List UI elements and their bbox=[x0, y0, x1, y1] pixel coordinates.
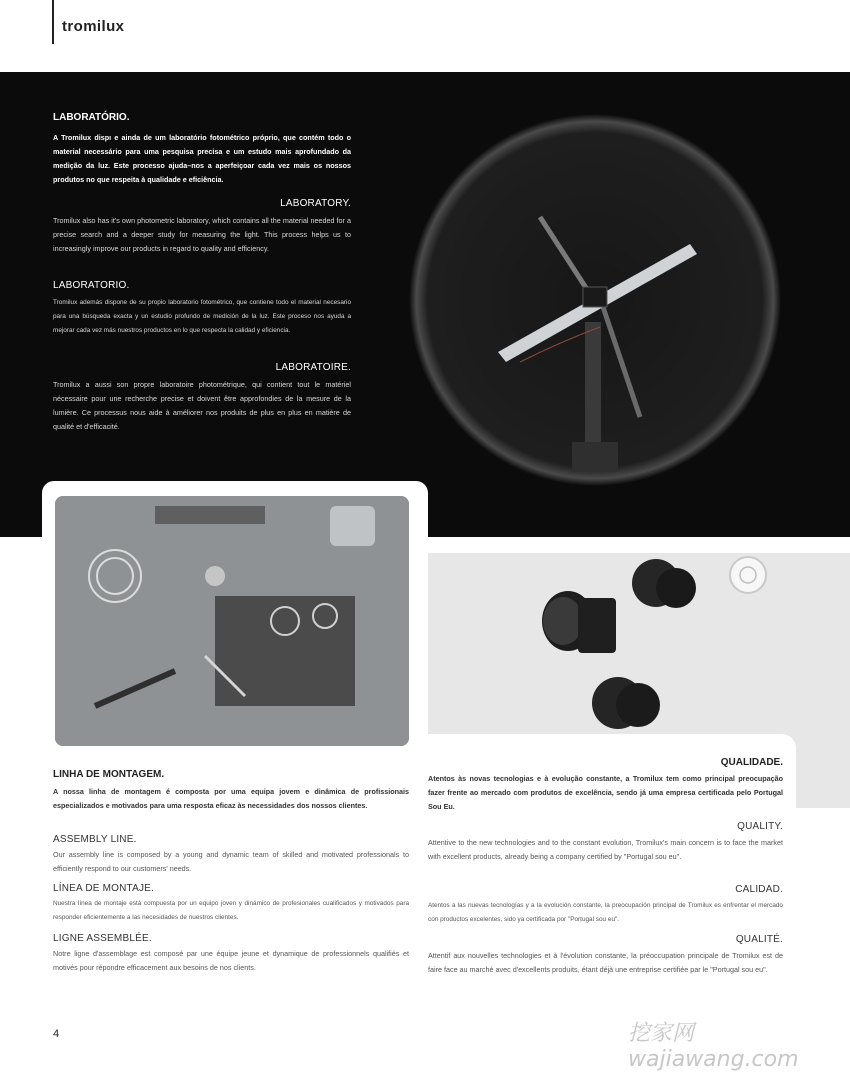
assembly-line-image bbox=[55, 496, 409, 746]
assembly-fr-text: Notre ligne d'assemblage est composé par une équipe jeune et dynamique de professionnels qualifiés et motivés pour répondre efficacement aux besoins de nos clients. bbox=[53, 949, 409, 972]
quality-fr-text: Attentif aux nouvelles technologies et à l'évolution constante, la préoccupation principale de Tromilux est de faire face au marché avec d'excellents produits, étant déjà une entreprise certifiée par le "Portugal sou eu". bbox=[428, 951, 783, 974]
lab-pt-title: LABORATÓRIO. bbox=[53, 112, 130, 123]
assembly-fr-title: LIGNE ASSEMBLÉE. bbox=[53, 933, 152, 944]
brand-rule bbox=[52, 0, 54, 44]
quality-es-title: CALIDAD. bbox=[735, 884, 783, 895]
assembly-en-text: Our assembly line is composed by a young and dynamic team of skilled and motivated professionals to efficiently respond to our customers' needs. bbox=[53, 850, 409, 873]
assembly-pt-text: A nossa linha de montagem é composta por uma equipa jovem e dinâmica de profissionais especializados e motivados para uma resposta eficaz às necessidades dos nossos clientes. bbox=[53, 787, 409, 810]
quality-pt-text: Atentos às novas tecnologias e à evolução constante, a Tromilux tem como principal preocupação fazer frente ao mercado com produtos de excelência, sendo já uma empresa certificada pelo Portugal Sou Eu. bbox=[428, 774, 783, 811]
lab-es-title: LABORATORIO. bbox=[53, 280, 130, 291]
assembly-es-title: LÍNEA DE MONTAJE. bbox=[53, 883, 155, 894]
lab-pt-text: A Tromilux dispı e ainda de um laboratório fotométrico próprio, que contém todo o material necessário para uma pesquisa precisa e um estudo mais aprofundado da medição da luz. Este processo ajuda–nos a aperfeiçoar cada vez mais os nossos produtos no que respeita à qualidade e eficiência. bbox=[53, 133, 351, 184]
quality-es-text: Atentos a las nuevas tecnologías y a la evolución constante, la preocupación principal de Tromilux es enfrentar el mercado con productos excelentes, sido ya certificada por "Portugal sou eu". bbox=[428, 902, 783, 923]
watermark: 挖家网 wajiawang.com bbox=[628, 1021, 799, 1072]
quality-pt-title: QUALIDADE. bbox=[720, 757, 783, 768]
assembly-es-text: Nuestra línea de montaje está compuesta por un equipo joven y dinámico de profesionales cualificados y motivados para responder eficientemente a las necesidades de nuestros clientes. bbox=[53, 900, 409, 921]
quality-fr-title: QUALITÉ. bbox=[735, 934, 783, 945]
lab-es-text: Tromilux además dispone de su propio laboratorio fotométrico, que contiene todo el material necesario para una búsqueda exacta y un estudio profundo de medición de la luz. Este proceso nos ayuda a mejorar cada vez más nuestros productos en lo que respecta la calidad y eficiencia. bbox=[53, 299, 351, 334]
brand-logo: tromilux bbox=[62, 18, 125, 35]
lab-fr-title: LABORATOIRE. bbox=[275, 362, 351, 373]
assembly-pt-title: LINHA DE MONTAGEM. bbox=[53, 769, 165, 780]
quality-en-title: QUALITY. bbox=[737, 821, 783, 832]
lab-en-text: Tromilux also has it's own photometric laboratory, which contains all the material needed for a precise search and a deeper study for measuring the light. This process helps us to increasingly improve our products in regard to quality and efficiency. bbox=[53, 216, 351, 253]
lab-fr-text: Tromilux a aussi son propre laboratoire photométrique, qui contient tout le matériel nécessaire pour une recherche precise et doivent être approfondies de la mesure de la lumière. Ce processus nous aide à améliorer nos produits de plus en plus en matière de qualité et d'efficacité. bbox=[53, 380, 351, 431]
lab-en-title: LABORATORY. bbox=[280, 198, 351, 209]
quality-en-text: Attentive to the new technologies and to the constant evolution, Tromilux's main concern is to face the market with excellent products, already being a company certified by "Portugal sou eu". bbox=[428, 838, 783, 861]
assembly-en-title: ASSEMBLY LINE. bbox=[53, 834, 137, 845]
page-number: 4 bbox=[53, 1028, 60, 1040]
